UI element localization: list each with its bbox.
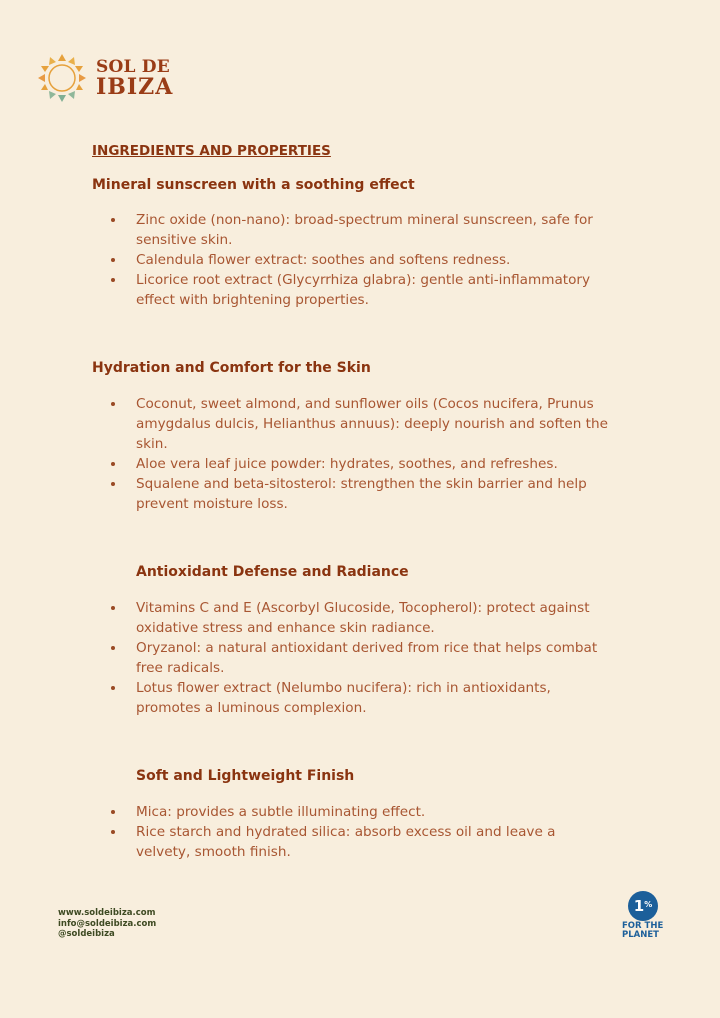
- list-item: Lotus flower extract (Nelumbo nucifera): rich in antioxidants, promotes a luminous complexion.: [92, 678, 612, 718]
- badge-text: [622, 922, 663, 940]
- list-item: Coconut, sweet almond, and sunflower oils (Cocos nucifera, Prunus amygdalus dulcis, Helianthus annuus): deeply nourish and soften the skin.: [92, 394, 612, 454]
- brand-wordmark: [96, 57, 174, 100]
- list-item: Squalene and beta-sitosterol: strengthen the skin barrier and help prevent moisture loss.: [92, 474, 612, 514]
- footer-contact: [58, 908, 156, 940]
- list-item: Rice starch and hydrated silica: absorb excess oil and leave a velvety, smooth finish.: [92, 822, 612, 862]
- brand-line-2: IBIZA: [96, 74, 174, 100]
- email-link[interactable]: info@soldeibiza.com: [58, 918, 157, 929]
- badge-number: 1: [633, 897, 645, 915]
- brand-logo: [38, 52, 174, 104]
- section-list-mineral-sunscreen: [92, 210, 612, 310]
- list-item: Licorice root extract (Glycyrrhiza glabra): gentle anti-inflammatory effect with brightening properties.: [92, 270, 612, 310]
- badge-line-2: PLANET: [622, 930, 659, 940]
- list-item: Mica: provides a subtle illuminating effect.: [92, 802, 612, 822]
- badge-percent: %: [644, 900, 653, 909]
- list-item: Vitamins C and E (Ascorbyl Glucoside, Tocopherol): protect against oxidative stress and enhance skin radiance.: [92, 598, 612, 638]
- section-list-antioxidant: [92, 598, 612, 718]
- social-handle[interactable]: @soldeibiza: [58, 929, 115, 939]
- badge-circle-icon: [628, 891, 658, 921]
- section-title-antioxidant: Antioxidant Defense and Radiance: [136, 564, 409, 580]
- list-item: Zinc oxide (non-nano): broad-spectrum mineral sunscreen, safe for sensitive skin.: [92, 210, 612, 250]
- section-list-hydration: [92, 394, 612, 514]
- section-title-finish: Soft and Lightweight Finish: [136, 768, 355, 784]
- list-item: Oryzanol: a natural antioxidant derived from rice that helps combat free radicals.: [92, 638, 612, 678]
- one-percent-for-the-planet-badge: [620, 891, 668, 943]
- sun-logo-icon: [38, 52, 88, 104]
- brand-line-1: SOL DE: [96, 57, 170, 77]
- website-link[interactable]: www.soldeibiza.com: [58, 908, 156, 918]
- section-title-mineral-sunscreen: Mineral sunscreen with a soothing effect: [92, 177, 415, 193]
- section-title-hydration: Hydration and Comfort for the Skin: [92, 360, 371, 376]
- badge-line-1: FOR THE: [622, 921, 664, 931]
- list-item: Calendula flower extract: soothes and softens redness.: [92, 250, 612, 270]
- list-item: Aloe vera leaf juice powder: hydrates, soothes, and refreshes.: [92, 454, 612, 474]
- section-list-finish: [92, 802, 612, 862]
- page-title: INGREDIENTS AND PROPERTIES: [92, 143, 331, 159]
